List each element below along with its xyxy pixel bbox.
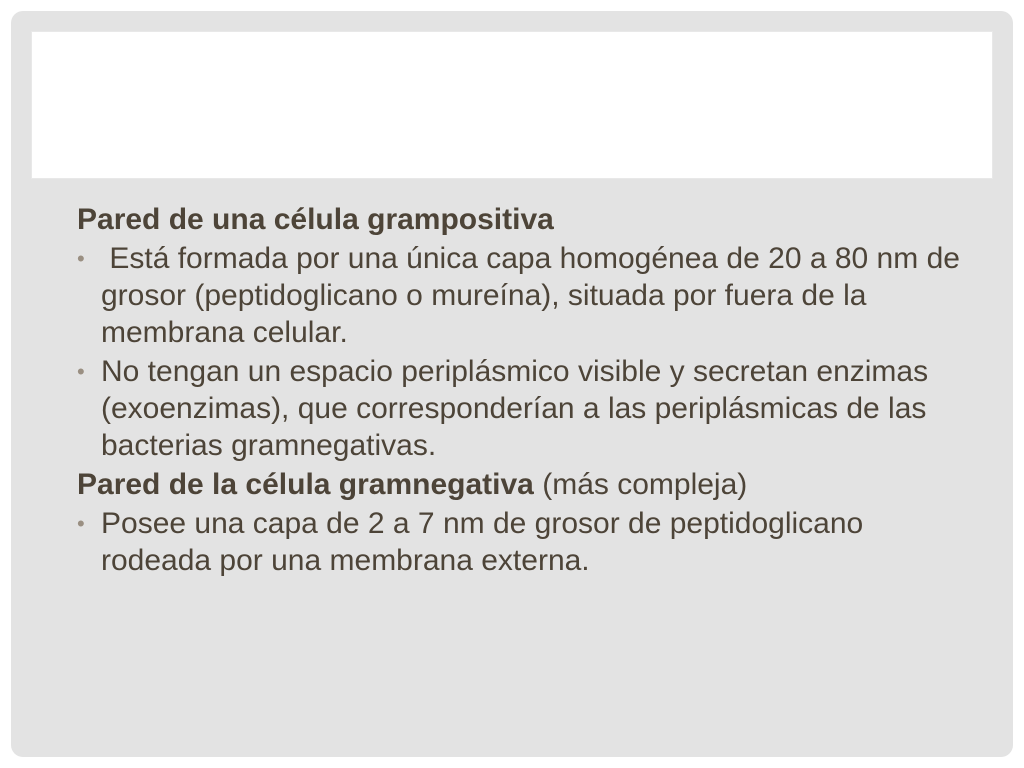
section-gramnegative bbox=[77, 466, 977, 579]
bullet-text: Está formada por una única capa homogénea de 20 a 80 nm de grosor (peptidoglicano o mureína), situada por fuera de la membrana celular. bbox=[101, 242, 969, 349]
bullet-text: No tengan un espacio periplásmico visible y secretan enzimas (exoenzimas), que corresponderían a las periplásmicas de las bacterias gramnegativas. bbox=[101, 355, 929, 462]
bullet-list-gramnegative bbox=[77, 505, 977, 579]
list-item bbox=[77, 353, 977, 464]
heading-plain-text: (más compleja) bbox=[533, 468, 748, 501]
title-placeholder bbox=[31, 31, 993, 179]
bullet-icon: • bbox=[77, 511, 85, 536]
list-item bbox=[77, 240, 977, 351]
bullet-icon: • bbox=[77, 359, 85, 384]
bullet-icon: • bbox=[77, 246, 85, 271]
section-heading-gramnegative bbox=[77, 466, 977, 503]
slide-body bbox=[77, 201, 977, 581]
heading-bold-text: Pared de la célula gramnegativa bbox=[77, 468, 534, 501]
section-grampositive bbox=[77, 201, 977, 464]
bullet-list-grampositive bbox=[77, 240, 977, 464]
slide bbox=[11, 11, 1013, 757]
bullet-text: Posee una capa de 2 a 7 nm de grosor de peptidoglicano rodeada por una membrana externa. bbox=[101, 507, 864, 577]
section-heading-grampositive: Pared de una célula grampositiva bbox=[77, 203, 554, 236]
list-item bbox=[77, 505, 977, 579]
